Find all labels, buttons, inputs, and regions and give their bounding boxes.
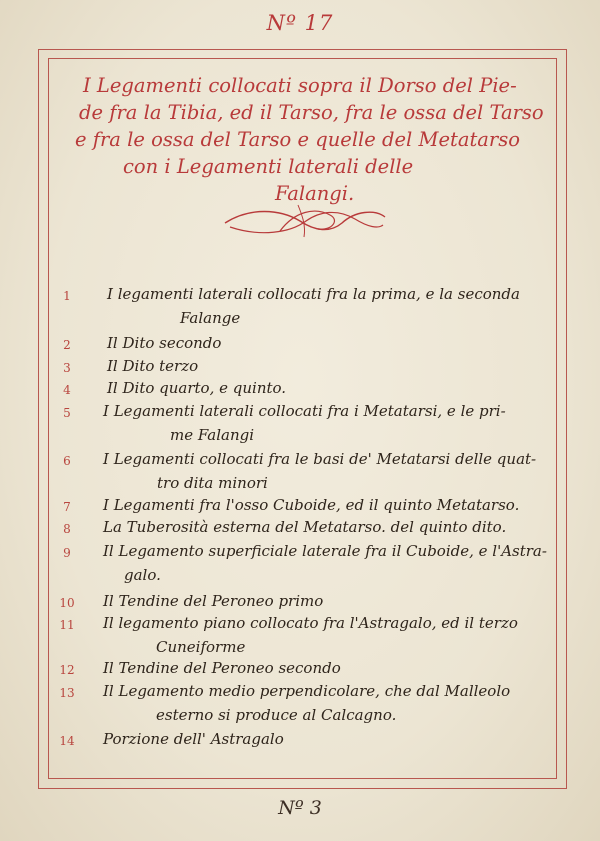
title-line: de fra la Tibia, ed il Tarso, fra le ossa del Tarso	[79, 101, 544, 124]
item-text: Il Legamento medio perpendicolare, che dal Malleolo	[103, 682, 511, 700]
item-number: 10	[59, 596, 75, 610]
item-number: 2	[63, 338, 71, 352]
item-text: galo.	[124, 566, 161, 584]
item-text: Il Tendine del Peroneo primo	[103, 592, 324, 610]
title-line: con i Legamenti laterali delle	[123, 155, 414, 178]
item-text: Cuneiforme	[156, 638, 246, 656]
item-number: 3	[63, 361, 71, 375]
item-text: La Tuberosità esterna del Metatarso. del quinto dito.	[103, 518, 507, 536]
item-text: I Legamenti laterali collocati fra i Metatarsi, e le pri-	[103, 402, 506, 420]
item-text: Il Dito quarto, e quinto.	[107, 379, 287, 397]
item-text: Falange	[180, 309, 241, 327]
page-number-top: Nº 17	[266, 11, 334, 35]
title-line: I Legamenti collocati sopra il Dorso del Pie-	[83, 74, 517, 97]
item-number: 8	[63, 522, 71, 536]
item-text: me Falangi	[170, 426, 255, 444]
item-text: I Legamenti collocati fra le basi de' Metatarsi delle quat-	[103, 450, 537, 468]
item-number: 9	[63, 546, 71, 560]
item-text: Il Legamento superficiale laterale fra il Cuboide, e l'Astra-	[103, 542, 547, 560]
title-line: e fra le ossa del Tarso e quelle del Metatarso	[75, 128, 520, 151]
item-number: 1	[63, 289, 71, 303]
item-number: 14	[59, 734, 75, 748]
item-number: 7	[63, 500, 71, 514]
item-number: 12	[59, 663, 75, 677]
item-text: Il Tendine del Peroneo secondo	[103, 659, 341, 677]
item-number: 4	[63, 383, 71, 397]
item-number: 6	[63, 454, 71, 468]
item-number: 13	[59, 686, 75, 700]
item-number: 11	[59, 618, 75, 632]
item-number: 5	[63, 406, 71, 420]
item-text: I Legamenti fra l'osso Cuboide, ed il quinto Metatarso.	[103, 496, 520, 514]
item-text: tro dita minori	[157, 474, 268, 492]
item-text: Il Dito secondo	[107, 334, 222, 352]
item-text: Il legamento piano collocato fra l'Astragalo, ed il terzo	[103, 614, 518, 632]
title-line: Falangi.	[275, 182, 355, 205]
item-text: Il Dito terzo	[107, 357, 199, 375]
item-text: I legamenti laterali collocati fra la prima, e la seconda	[107, 285, 520, 303]
item-text: esterno si produce al Calcagno.	[156, 706, 397, 724]
page-number-bottom: Nº 3	[278, 797, 322, 819]
item-text: Porzione dell' Astragalo	[103, 730, 284, 748]
